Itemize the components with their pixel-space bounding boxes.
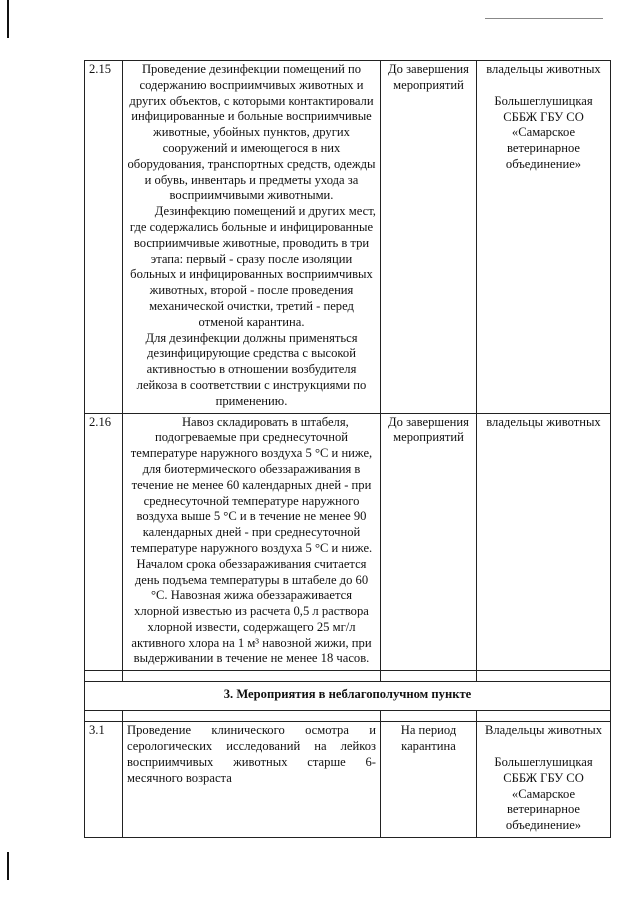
measures-table bbox=[84, 60, 611, 838]
measure-timing: На период карантина bbox=[381, 722, 477, 838]
table-row bbox=[85, 722, 611, 838]
responsible-party: Большеглушицкая СББЖ ГБУ СО «Самарское ветеринарное объединение» bbox=[494, 93, 593, 171]
page-edge-mark-top bbox=[7, 0, 9, 38]
table-spacer-row bbox=[85, 671, 611, 682]
section-heading: 3. Мероприятия в неблагополучном пункте bbox=[85, 682, 611, 711]
measure-responsible bbox=[477, 413, 611, 671]
row-number: 2.15 bbox=[85, 61, 123, 414]
measure-timing: До завершения мероприятий bbox=[381, 413, 477, 671]
measure-description bbox=[123, 413, 381, 671]
header-rule bbox=[485, 18, 603, 19]
page-edge-mark-bottom bbox=[7, 852, 9, 880]
responsible-party: владельцы животных bbox=[486, 414, 601, 429]
paragraph: Для дезинфекции должны применяться дезинфицирующие средства с высокой активностью в отношении возбудителя лейкоза в соответствии с инструкциями по применению. bbox=[136, 330, 367, 408]
paragraph: Навоз складировать в штабеля, подогреваемые при среднесуточной температуре наружного воздуха 5 °С и ниже, для биотермического обеззараживания в течение не менее 60 календарных дней - при среднесуточной температуре наружного воздуха выше 5 °С и в течение не менее 90 календарных дней - при среднесуточной температуре наружного воздуха 5 °С и ниже. Началом срока обеззараживания считается день подъема температуры в штабеле до 60 °С. Навозная жижа обеззараживается хлорной известью из расчета 0,5 л раствора хлорной извести, содержащего 25 мг/л активного хлора на 1 м³ навозной жижи, при выдерживании в течение не менее 18 часов. bbox=[130, 414, 373, 666]
measure-description: Проведение клинического осмотра и серологических исследований на лейкоз восприимчивых животных старше 6-месячного возраста bbox=[123, 722, 381, 838]
paragraph: Дезинфекцию помещений и других мест, где содержались больные и инфицированные восприимчивые животные, проводить в три этапа: первый - сразу после изоляции больных и инфицированных восприимчивых животных, второй - после проведения механической очистки, третий - перед отменой карантина. bbox=[129, 204, 376, 329]
table-row bbox=[85, 61, 611, 414]
responsible-party: Владельцы животных bbox=[484, 723, 603, 738]
measure-description bbox=[123, 61, 381, 414]
table-row bbox=[85, 413, 611, 671]
row-number: 2.16 bbox=[85, 413, 123, 671]
paragraph: Проведение дезинфекции помещений по содержанию восприимчивых животных и других объектов, с которыми контактировали инфицированные и больные восприимчивые животные, убойных пунктов, других сооружений и имеющегося в них оборудования, транспортных средств, одежды и обувь, инвентарь и предметы ухода за восприимчивыми животными. bbox=[127, 62, 376, 203]
measure-timing: До завершения мероприятий bbox=[381, 61, 477, 414]
responsible-party: владельцы животных bbox=[486, 62, 601, 76]
measure-responsible bbox=[477, 722, 611, 838]
responsible-party: Большеглушицкая СББЖ ГБУ СО «Самарское ветеринарное объединение» bbox=[494, 755, 593, 833]
row-number: 3.1 bbox=[85, 722, 123, 838]
table-spacer-row bbox=[85, 711, 611, 722]
section-heading-row bbox=[85, 682, 611, 711]
measure-responsible bbox=[477, 61, 611, 414]
